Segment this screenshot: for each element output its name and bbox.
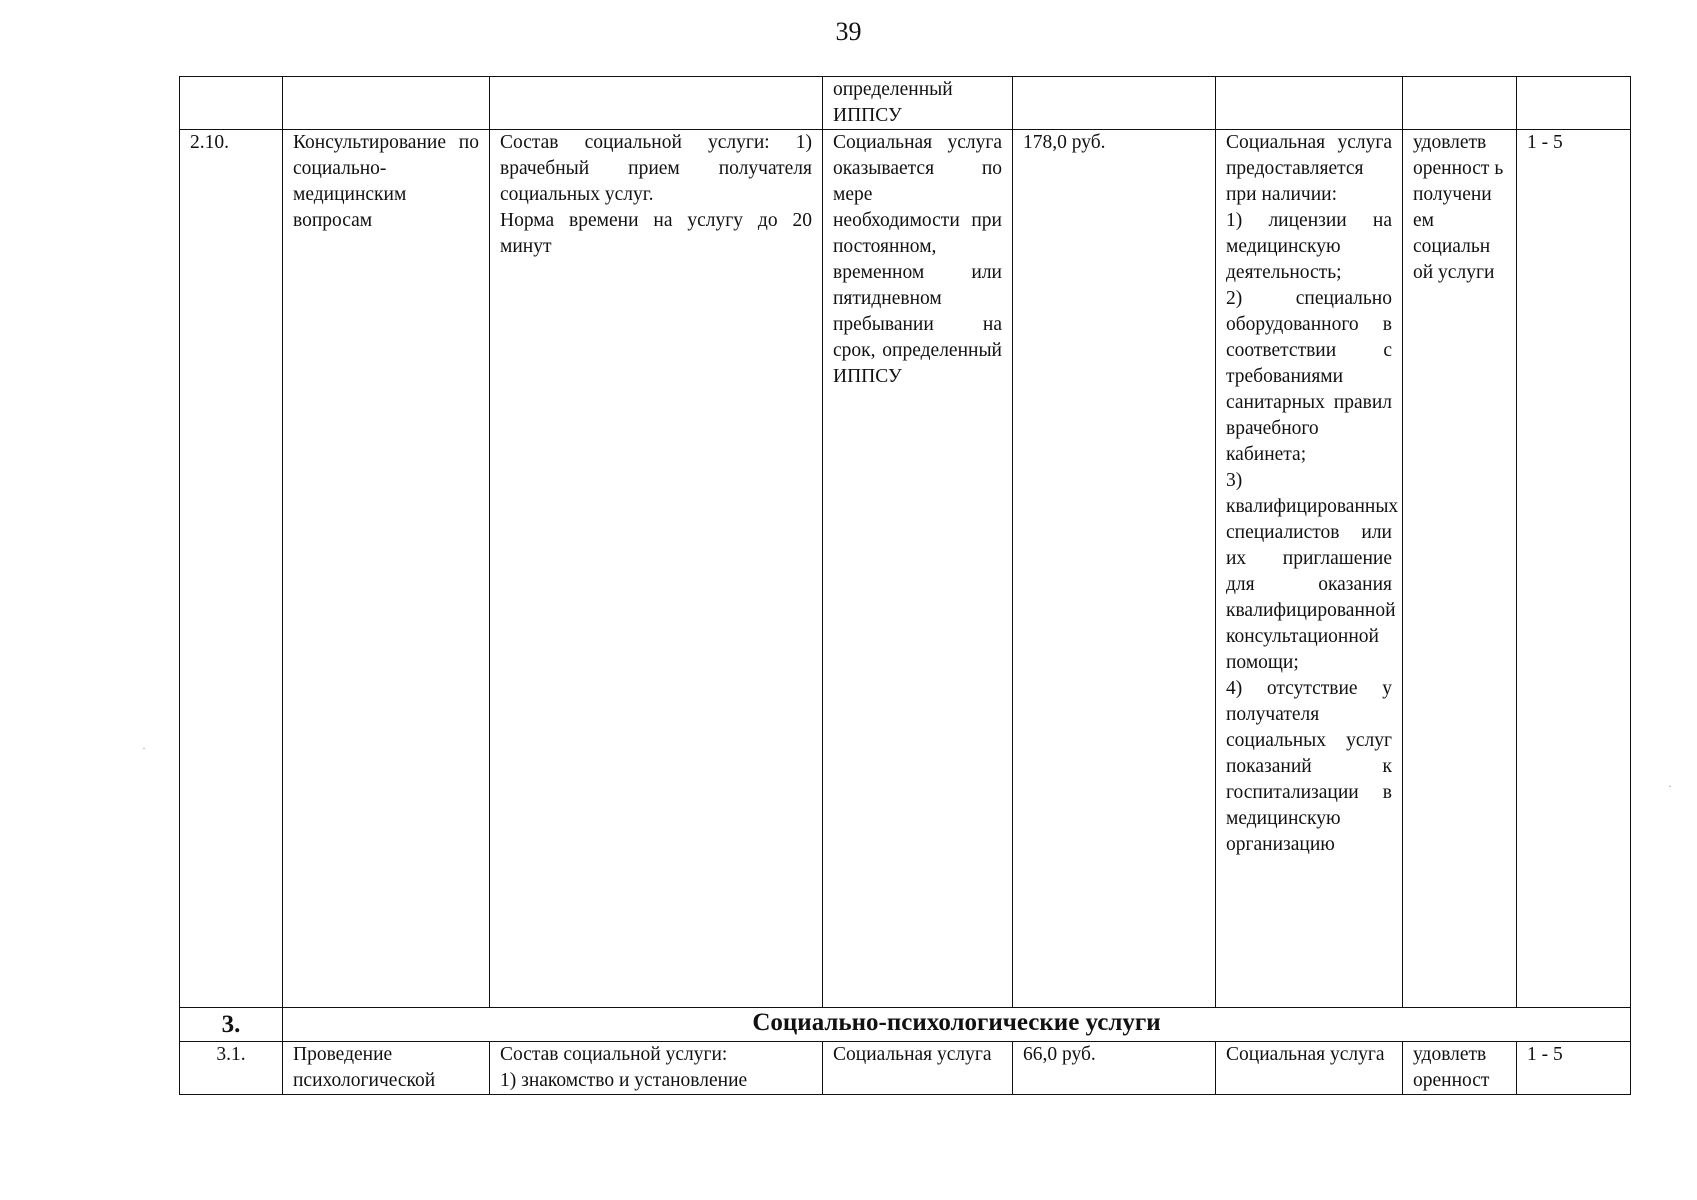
cont-cell-conditions bbox=[823, 77, 1013, 130]
row-3-1-content-line1: Состав социальной услуги: bbox=[500, 1044, 728, 1065]
row-2-10-num: 2.10. bbox=[180, 130, 283, 1008]
cont-cell-content bbox=[490, 77, 823, 130]
cont-cell-requirements bbox=[1216, 77, 1403, 130]
row-3-1-evaluation: удовлетв оренност bbox=[1403, 1042, 1517, 1095]
requirements-item-2: 2) специально оборудованного в соответствии с требованиями санитарных правил врачебного кабинета; bbox=[1226, 288, 1392, 465]
cont-cell-num bbox=[180, 77, 283, 130]
cont-cell-evaluation bbox=[1403, 77, 1517, 130]
scan-dot-right: · bbox=[1668, 779, 1672, 793]
row-3-1-conditions: Социальная услуга bbox=[823, 1042, 1013, 1095]
requirements-item-1: 1) лицензии на медицинскую деятельность; bbox=[1226, 210, 1392, 283]
requirements-item-4: 4) отсутствие у получателя социальных услуг показаний к госпитализации в медицинскую организацию bbox=[1226, 678, 1392, 855]
row-3-1-content bbox=[490, 1042, 823, 1095]
cont-cell-score bbox=[1517, 77, 1631, 130]
row-3-1-requirements: Социальная услуга bbox=[1216, 1042, 1403, 1095]
row-3-1-num: 3.1. bbox=[180, 1042, 283, 1095]
section-3-number: 3. bbox=[180, 1008, 283, 1042]
page-number: 39 bbox=[835, 17, 862, 46]
row-3-1-score: 1 - 5 bbox=[1517, 1042, 1631, 1095]
row-3-1-name: Проведение психологической bbox=[283, 1042, 490, 1095]
table-row-3-1 bbox=[180, 1042, 1631, 1095]
services-table bbox=[179, 76, 1631, 1095]
row-3-1-content-line2: 1) знакомство и установление bbox=[500, 1070, 748, 1091]
row-2-10-price: 178,0 руб. bbox=[1013, 130, 1216, 1008]
row-3-1-price: 66,0 руб. bbox=[1013, 1042, 1216, 1095]
continuation-row bbox=[180, 77, 1631, 130]
row-2-10-evaluation: удовлетв оренност ь получени ем социальн ой услуги bbox=[1403, 130, 1517, 1008]
cont-cell-name bbox=[283, 77, 490, 130]
row-2-10-score: 1 - 5 bbox=[1517, 130, 1631, 1008]
requirements-item-3: 3) квалифицированных специалистов или их приглашение для оказания квалифицированной консультационной помощи; bbox=[1226, 470, 1399, 673]
cont-conditions-text: определенный ИППСУ bbox=[833, 79, 953, 126]
row-2-10-requirements bbox=[1216, 130, 1403, 1008]
table-row-2-10 bbox=[180, 130, 1631, 1008]
cont-cell-price bbox=[1013, 77, 1216, 130]
row-2-10-conditions: Социальная услуга оказывается по мере необходимости при постоянном, временном или пятидневном пребывании на срок, определенный ИППСУ bbox=[823, 130, 1013, 1008]
row-2-10-name: Консультирование по социально-медицинским вопросам bbox=[283, 130, 490, 1008]
requirements-intro: Социальная услуга предоставляется при наличии: bbox=[1226, 132, 1392, 205]
section-3-header-row bbox=[180, 1008, 1631, 1042]
scan-dot-left: · bbox=[142, 741, 146, 755]
row-2-10-content bbox=[490, 130, 823, 1008]
row-2-10-norm-text: Норма времени на услугу до 20 минут bbox=[500, 210, 812, 257]
row-2-10-content-text: Состав социальной услуги: 1) врачебный прием получателя социальных услуг. bbox=[500, 132, 812, 205]
section-3-title: Социально-психологические услуги bbox=[283, 1008, 1631, 1042]
